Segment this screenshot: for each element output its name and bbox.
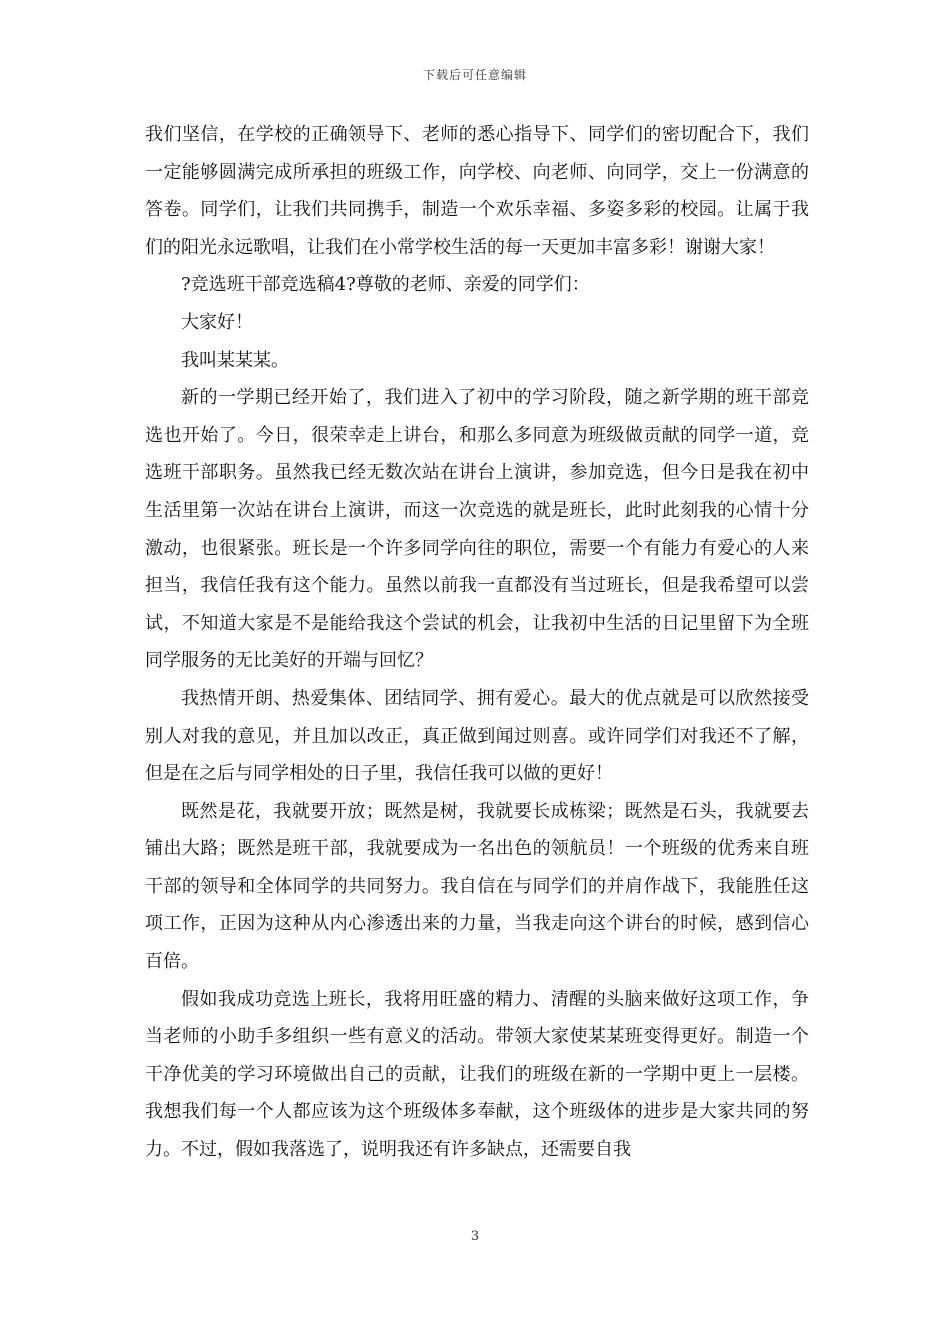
- paragraph: 我热情开朗、热爱集体、团结同学、拥有爱心。最大的优点就是可以欣然接受别人对我的意见，并且加以改正，真正做到闻过则喜。或许同学们对我还不了解，但是在之后与同学相处的日子里，我信任我可以做的更好！: [145, 687, 809, 785]
- paragraph: ?竞选班干部竞选稿4?尊敬的老师、亲爱的同学们：: [181, 274, 590, 296]
- paragraph: 既然是花，我就要开放；既然是树，我就要长成栋梁；既然是石头，我就要去铺出大路；既然是班干部，我就要成为一名出色的领航员！一个班级的优秀来自班干部的领导和全体同学的共同努力。我自信在与同学们的并肩作战下，我能胜任这项工作，正因为这种从内心渗透出来的力量，当我走向这个讲台的时候，感到信心百倍。: [145, 800, 809, 973]
- header-note: 下载后可任意编辑: [422, 68, 527, 82]
- page-number: 3: [470, 1229, 480, 1244]
- paragraph: 大家好！: [181, 311, 253, 333]
- body-text: [145, 116, 809, 1169]
- paragraph: 我们坚信，在学校的正确领导下、老师的悉心指导下、同学们的密切配合下，我们一定能够圆满完成所承担的班级工作，向学校、向老师、向同学，交上一份满意的答卷。同学们，让我们共同携手，制造一个欢乐幸福、多姿多彩的校园。让属于我们的阳光永远歌唱，让我们在小常学校生活的每一天更加丰富多彩！谢谢大家！: [145, 124, 809, 258]
- paragraph: 假如我成功竞选上班长，我将用旺盛的精力、清醒的头脑来做好这项工作，争当老师的小助手多组织一些有意义的活动。带领大家使某某班变得更好。制造一个干净优美的学习环境做出自己的贡献，让我们的班级在新的一学期中更上一层楼。我想我们每一个人都应该为这个班级体多奉献，这个班级体的进步是大家共同的努力。不过，假如我落选了，说明我还有许多缺点，还需要自我: [145, 988, 809, 1161]
- paragraph: 新的一学期已经开始了，我们进入了初中的学习阶段，随之新学期的班干部竞选也开始了。今日，很荣幸走上讲台，和那么多同意为班级做贡献的同学一道，竞选班干部职务。虽然我已经无数次站在讲台上演讲，参加竞选，但今日是我在初中生活里第一次站在讲台上演讲，而这一次竞选的就是班长，此时此刻我的心情十分激动，也很紧张。班长是一个许多同学向往的职位，需要一个有能力有爱心的人来担当，我信任我有这个能力。虽然以前我一直都没有当过班长，但是我希望可以尝试，不知道大家是不是能给我这个尝试的机会，让我初中生活的日记里留下为全班同学服务的无比美好的开端与回忆？: [145, 387, 809, 672]
- paragraph: 我叫某某某。: [181, 349, 289, 371]
